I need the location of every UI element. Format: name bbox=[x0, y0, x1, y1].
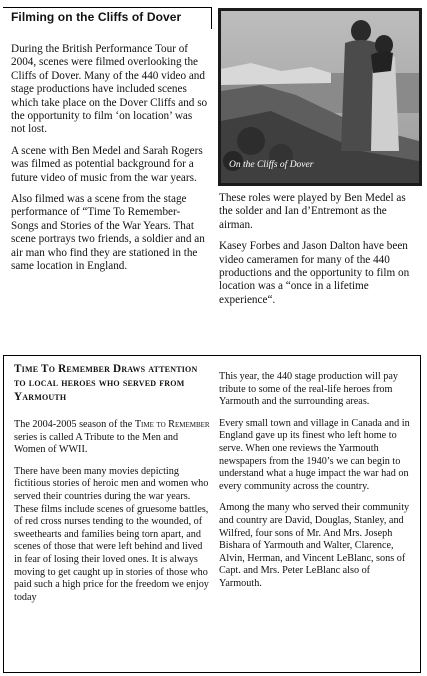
bottom-right-column bbox=[219, 371, 414, 600]
paragraph: A scene with Ben Medel and Sarah Rogers was filmed as potential background for a future video of music from the war years. bbox=[11, 144, 203, 184]
intro-paragraph bbox=[14, 419, 210, 457]
paragraph: Among the many who served their community and country are David, Douglas, Stanley, and Wilfred, four sons of Mr. And Mrs. Joseph Bishara of Yarmouth and Walter, Clarence, Alvin, Herman, and Vincent LeBlanc, sons of Capt. and Mrs. Peter LeBlanc also of Yarmouth. bbox=[219, 502, 410, 589]
cliffs-photo bbox=[218, 8, 422, 186]
paragraph: This year, the 440 stage production will pay tribute to some of the real-life heroes from Yarmouth and the surrounding areas. bbox=[219, 371, 398, 408]
intro-before: The 2004-2005 season of the bbox=[14, 419, 135, 430]
intro-after: series is called A Tribute to the Men and Women of WWII. bbox=[14, 431, 179, 456]
article-title: Filming on the Cliffs of Dover bbox=[11, 10, 182, 24]
photo-caption: On the Cliffs of Dover bbox=[229, 160, 314, 170]
series-name: Time to Remember bbox=[134, 419, 210, 430]
bottom-left-column bbox=[14, 419, 210, 613]
section-heading: Time To Remember Draws attention to local heroes who served from Yarmouth bbox=[14, 363, 198, 404]
paragraph: Also filmed was a scene from the stage performance of “Time To Remember- Songs and Stories of the War Years. That scene portrays two friends, a soldier and an air man who find they are stationed in the same location in England. bbox=[11, 193, 205, 273]
paragraph: Every small town and village in Canada and in England gave up its finest who left home to serve. When one reviews the Yarmouth newspapers from the 1940’s we can begin to understand what a huge impact the war had on every community across the country. bbox=[219, 417, 410, 492]
paragraph: There have been many movies depicting fictitious stories of heroic men and women who served their countries during the war years. These films include scenes of gruesome battles, of red cross nurses tending to the wounded, of sweethearts and families being torn apart, and scenes of those that were left behind and lived in fear of losing their loved ones. It is always moving to get caught up in stories of those who paid such a high price for the freedom we enjoy today bbox=[14, 465, 209, 603]
paragraph: Kasey Forbes and Jason Dalton have been video cameramen for many of the 440 productions and the opportunity to film on location was a “once in a lifetime experience“. bbox=[219, 240, 410, 306]
paragraph: During the British Performance Tour of 2004, scenes were filmed overlooking the Cliffs of Dover. Many of the 440 video and stage productions have included scenes which take place on the Dover Cliffs and so the opportunity to film ‘on location’ was not lost. bbox=[11, 43, 208, 136]
paragraph: These roles were played by Ben Medel as the solder and Ian d’Entremont as the airman. bbox=[219, 192, 406, 231]
top-right-column bbox=[219, 192, 417, 315]
photo-illustration bbox=[221, 11, 419, 183]
top-left-column bbox=[11, 43, 209, 282]
